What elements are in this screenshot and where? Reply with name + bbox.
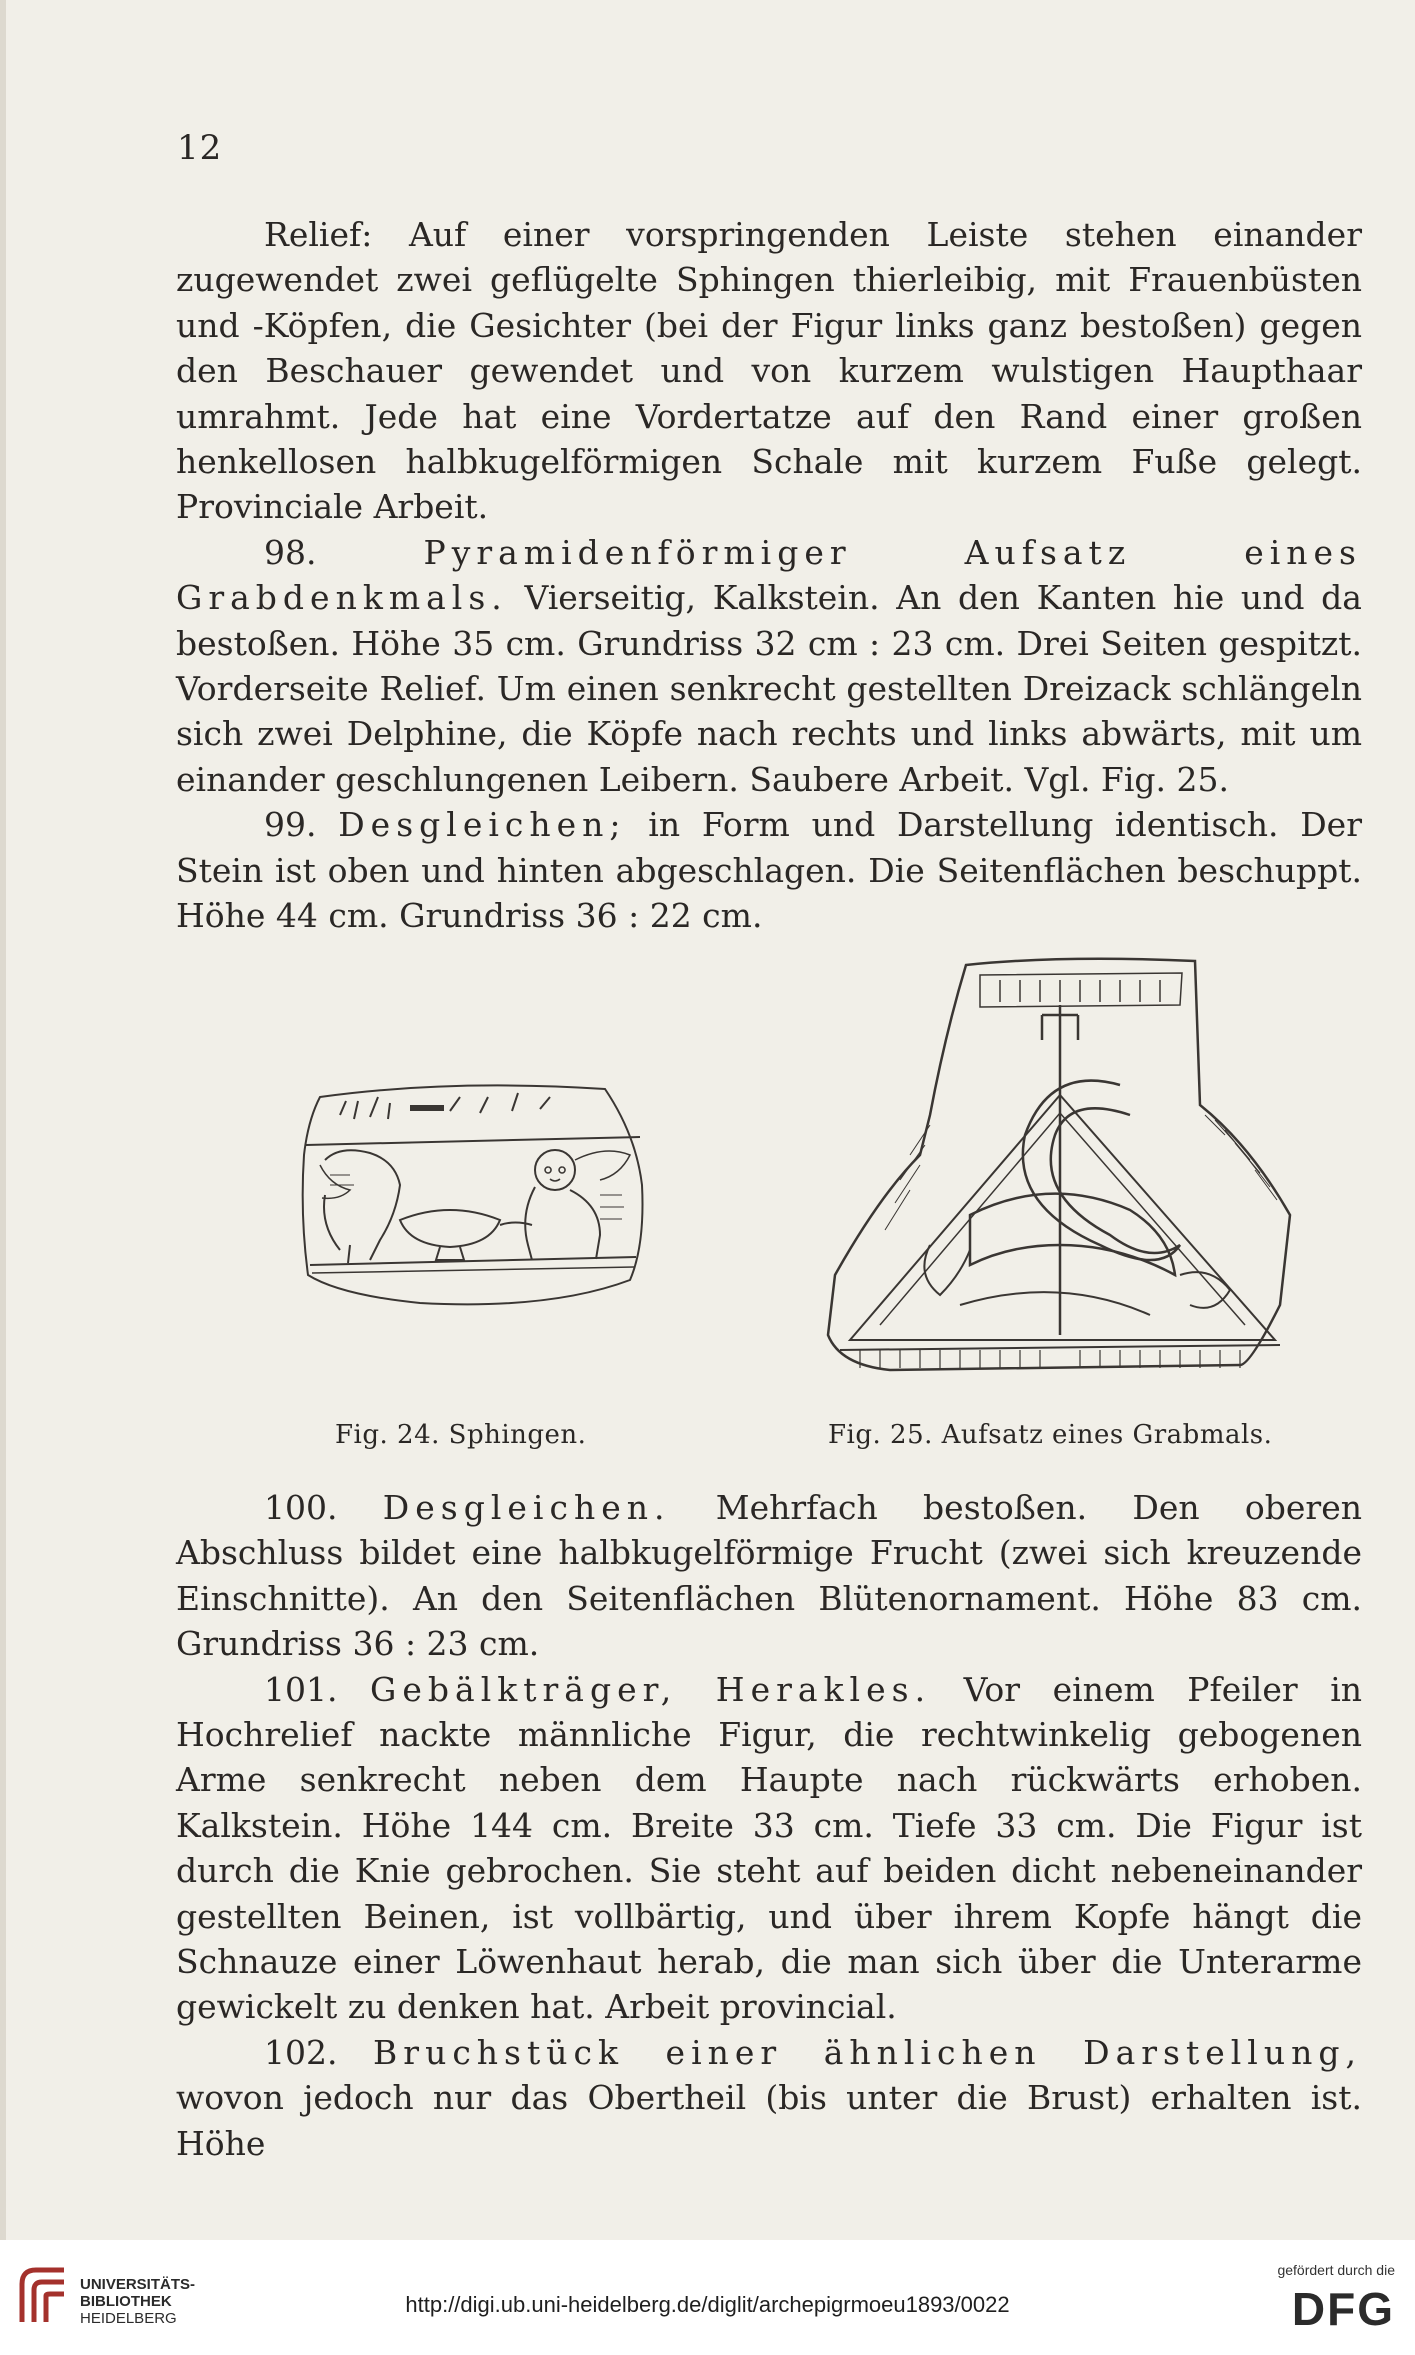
library-line-2: BIBLIOTHEK: [80, 2293, 172, 2310]
page-number: 12: [177, 128, 223, 168]
entry-title: Desgleichen.: [382, 1488, 671, 1527]
paragraph-text: Vor einem Pfeiler in Hochrelief nackte männliche Figur, die rechtwinkelig gebogenen Arme senkrecht neben dem Haupte nach rückwärts erhoben. Kalkstein. Höhe 144 cm. Breite 33 cm. Tiefe 33 cm. Die Figur ist durch die Knie gebrochen. Sie steht auf beiden dicht nebeneinander gestellten Beinen, ist vollbärtig, und über ihrem Kopfe hängt die Schnauze einer Löwenhaut herab, die man sich über die Unterarme gewickelt zu denken hat. Arbeit provincial.: [176, 1669, 1362, 2027]
sphinx-relief-drawing: [300, 1075, 645, 1338]
entry-number: 100.: [264, 1488, 338, 1527]
dfg-logo: DFG: [1291, 2283, 1395, 2335]
paragraph-text: wovon jedoch nur das Obertheil (bis unter die Brust) erhalten ist. Höhe: [176, 2078, 1362, 2163]
footer-bar: [0, 2240, 1415, 2355]
source-url-link[interactable]: http://digi.ub.uni-heidelberg.de/diglit/archepigrmoeu1893/0022: [405, 2292, 1010, 2317]
text-block-upper: [176, 212, 1362, 939]
figure-25-aufsatz: [820, 945, 1310, 1380]
funded-by-label: gefördert durch die: [1277, 2262, 1395, 2278]
paragraph-100: [176, 1485, 1362, 1667]
entry-number: 102.: [264, 2032, 338, 2072]
library-line-3: HEIDELBERG: [80, 2310, 177, 2327]
caption-figure-24: Fig. 24. Sphingen.: [335, 1420, 587, 1450]
caption-figure-25: Fig. 25. Aufsatz eines Grabmals.: [828, 1420, 1273, 1450]
paragraph-text: Relief: Auf einer vorspringenden Leiste stehen einander zugewendet zwei geflügelte Sphingen thierleibig, mit Frauenbüsten und -Köpfen, die Gesichter (bei der Figur links ganz bestoßen) gegen den Beschauer gewendet und von kurzem wulstigen Haupthaar umrahmt. Jede hat eine Vordertatze auf den Rand einer großen henkellosen halbkugelförmigen Schale mit kurzem Fuße gelegt. Provinciale Arbeit.: [176, 215, 1362, 527]
paragraph-relief: [176, 212, 1362, 530]
entry-number: 99.: [264, 805, 317, 845]
paragraph-101: [176, 1667, 1362, 2030]
funding-credit: [1255, 2262, 1395, 2336]
paragraph-102: [176, 2030, 1362, 2166]
entry-number: 98.: [264, 532, 317, 572]
paragraph-text: in Form und Darstellung identisch. Der Stein ist oben und hinten abgeschlagen. Die Seitenflächen beschuppt. Höhe 44 cm. Grundriss 36 : 22 cm.: [176, 805, 1362, 936]
entry-number: 101.: [264, 1669, 338, 1709]
grave-monument-drawing: [820, 945, 1310, 1380]
page-edge: [0, 0, 6, 2355]
entry-title: Bruchstück einer ähnlichen Darstellung,: [373, 2032, 1362, 2072]
paragraph-text: Mehrfach bestoßen. Den oberen Abschluss bildet eine halbkugelförmige Frucht (zwei sich kreuzende Einschnitte). An den Seitenflächen Blütenornament. Höhe 83 cm. Grundriss 36 : 23 cm.: [176, 1488, 1362, 1664]
text-block-lower: [176, 1485, 1362, 2166]
entry-title: Pyramidenförmiger Aufsatz eines Grabdenkmals.: [176, 532, 1362, 618]
figure-24-sphingen: [300, 1075, 645, 1338]
paragraph-98: [176, 530, 1362, 802]
paragraph-text: Vierseitig, Kalkstein. An den Kanten hie und da bestoßen. Höhe 35 cm. Grundriss 32 cm : 23 cm. Drei Seiten gespitzt. Vorderseite Relief. Um einen senkrecht gestellten Dreizack schlängeln sich zwei Delphine, die Köpfe nach rechts und links abwärts, mit um einander geschlungenen Leibern. Saubere Arbeit. Vgl. Fig. 25.: [176, 578, 1362, 799]
library-line-1: UNIVERSITÄTS-: [80, 2276, 196, 2293]
paragraph-99: [176, 802, 1362, 938]
entry-title: Gebälkträger, Herakles.: [370, 1669, 932, 1709]
entry-title: Desgleichen;: [338, 805, 627, 845]
